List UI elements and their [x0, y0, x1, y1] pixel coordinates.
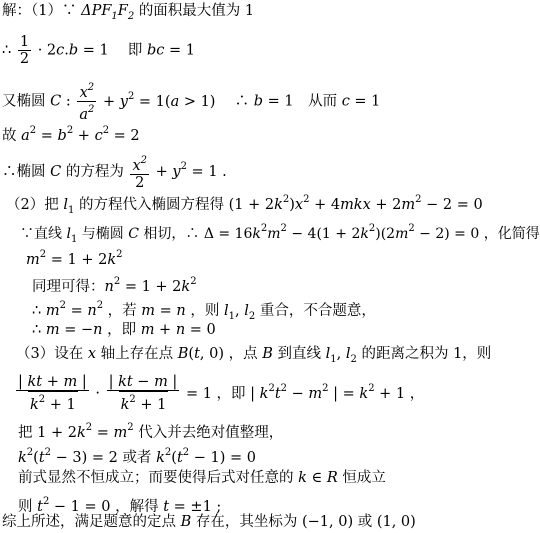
math-seg: + $y^2 = 1$ .: [155, 161, 227, 180]
line-13: [14, 374, 424, 413]
fraction: $\frac{1}{2}$: [19, 34, 30, 67]
line-18: [2, 512, 416, 532]
fraction: $\frac{| kt - m |}{k^2 + 1}$: [108, 374, 178, 413]
text-seg: 故 $a^2 = b^2 + c^2 = 2$: [2, 125, 140, 144]
line-4: [2, 121, 140, 146]
text-seg: 解：（1）∵: [2, 3, 82, 19]
fraction: $\frac{x^2}{2}$: [132, 155, 147, 191]
text-seg: 综上所述，满足题意的定点 B 存在，其坐标为 (−1, 0) 或 (1, 0): [2, 514, 416, 530]
text-seg: = 1 ，即 | $k^2t^2 - m^2$ | = $k^2 + 1$ ，: [185, 382, 425, 402]
text-seg: ∵直线 $l_1$ 与椭圆 C 相切，∴ $\Delta = 16k^2m^2 - 4(1 + 2k^2)(2m^2 - 2) = 0$ ，化简得: [20, 223, 540, 245]
math-seg: $m^2 = 1 + 2k^2$: [26, 249, 123, 268]
text-seg: ∴ b = 1 从而 c = 1: [220, 93, 381, 110]
line-11: [32, 320, 216, 340]
line-3: [2, 80, 380, 123]
line-2: [2, 34, 195, 67]
text-seg: 的面积最大值为 1: [138, 3, 255, 19]
text-seg: （2）把 $l_1$ 的方程代入椭圆方程得 $(1 + 2k^2)x^2 + 4mkx + 2m^2 - 2 = 0$: [6, 194, 483, 216]
text-seg: ·: [95, 385, 100, 402]
text-seg: 前式显然不恒成立；而要使得后式对任意的 k ∈ R 恒成立: [18, 470, 386, 486]
text-seg: 即 bc = 1: [113, 42, 195, 59]
math-seg: + $y^2 = 1(a > 1)$: [102, 90, 216, 110]
line-14: [18, 418, 283, 443]
math-seg: $\Delta PF_1F_2$: [81, 3, 135, 22]
math-seg: · 2c.b = 1: [37, 42, 109, 59]
text-seg: 又椭圆 C :: [2, 93, 76, 110]
line-12: [16, 344, 491, 370]
line-8: [26, 245, 122, 270]
text-seg: （3）设在 x 轴上存在点 B(t, 0) ，点 B 到直线 $l_1$, $l_2$ 的距离之积为 1，则: [16, 346, 492, 365]
line-1: [2, 1, 254, 27]
text-seg: 把 $1 + 2k^2 = m^2$ 代入并去绝对值整理，: [18, 422, 284, 441]
text-seg: 同理可得：$n^2 = 1 + 2k^2$: [32, 276, 197, 295]
text-seg: 则 $t^2 - 1 = 0$ ，解得 t = ±1 ;: [18, 496, 222, 515]
line-6: [6, 190, 483, 221]
text-seg: ∴椭圆 C 的方程为: [2, 164, 124, 180]
line-9: [32, 272, 197, 297]
text-seg: ∴ m = −n ，即 m + n = 0: [32, 322, 216, 338]
text-seg: ∴ $m^2 = n^2$ ，若 m = n ，则 $l_1$, $l_2$ 重合，不合题意，: [32, 300, 376, 322]
line-15: [18, 443, 256, 468]
line-16: [18, 468, 386, 488]
math-seg: $k^2(t^2 - 3) = 2$ 或者 $k^2(t^2 - 1) = 0$: [18, 447, 256, 466]
text-seg: ∴: [2, 42, 12, 59]
line-5: [2, 153, 227, 191]
fraction: $\frac{x^2}{a^2}$: [79, 82, 95, 123]
fraction: $\frac{| kt + m |}{k^2 + 1}$: [18, 374, 87, 413]
